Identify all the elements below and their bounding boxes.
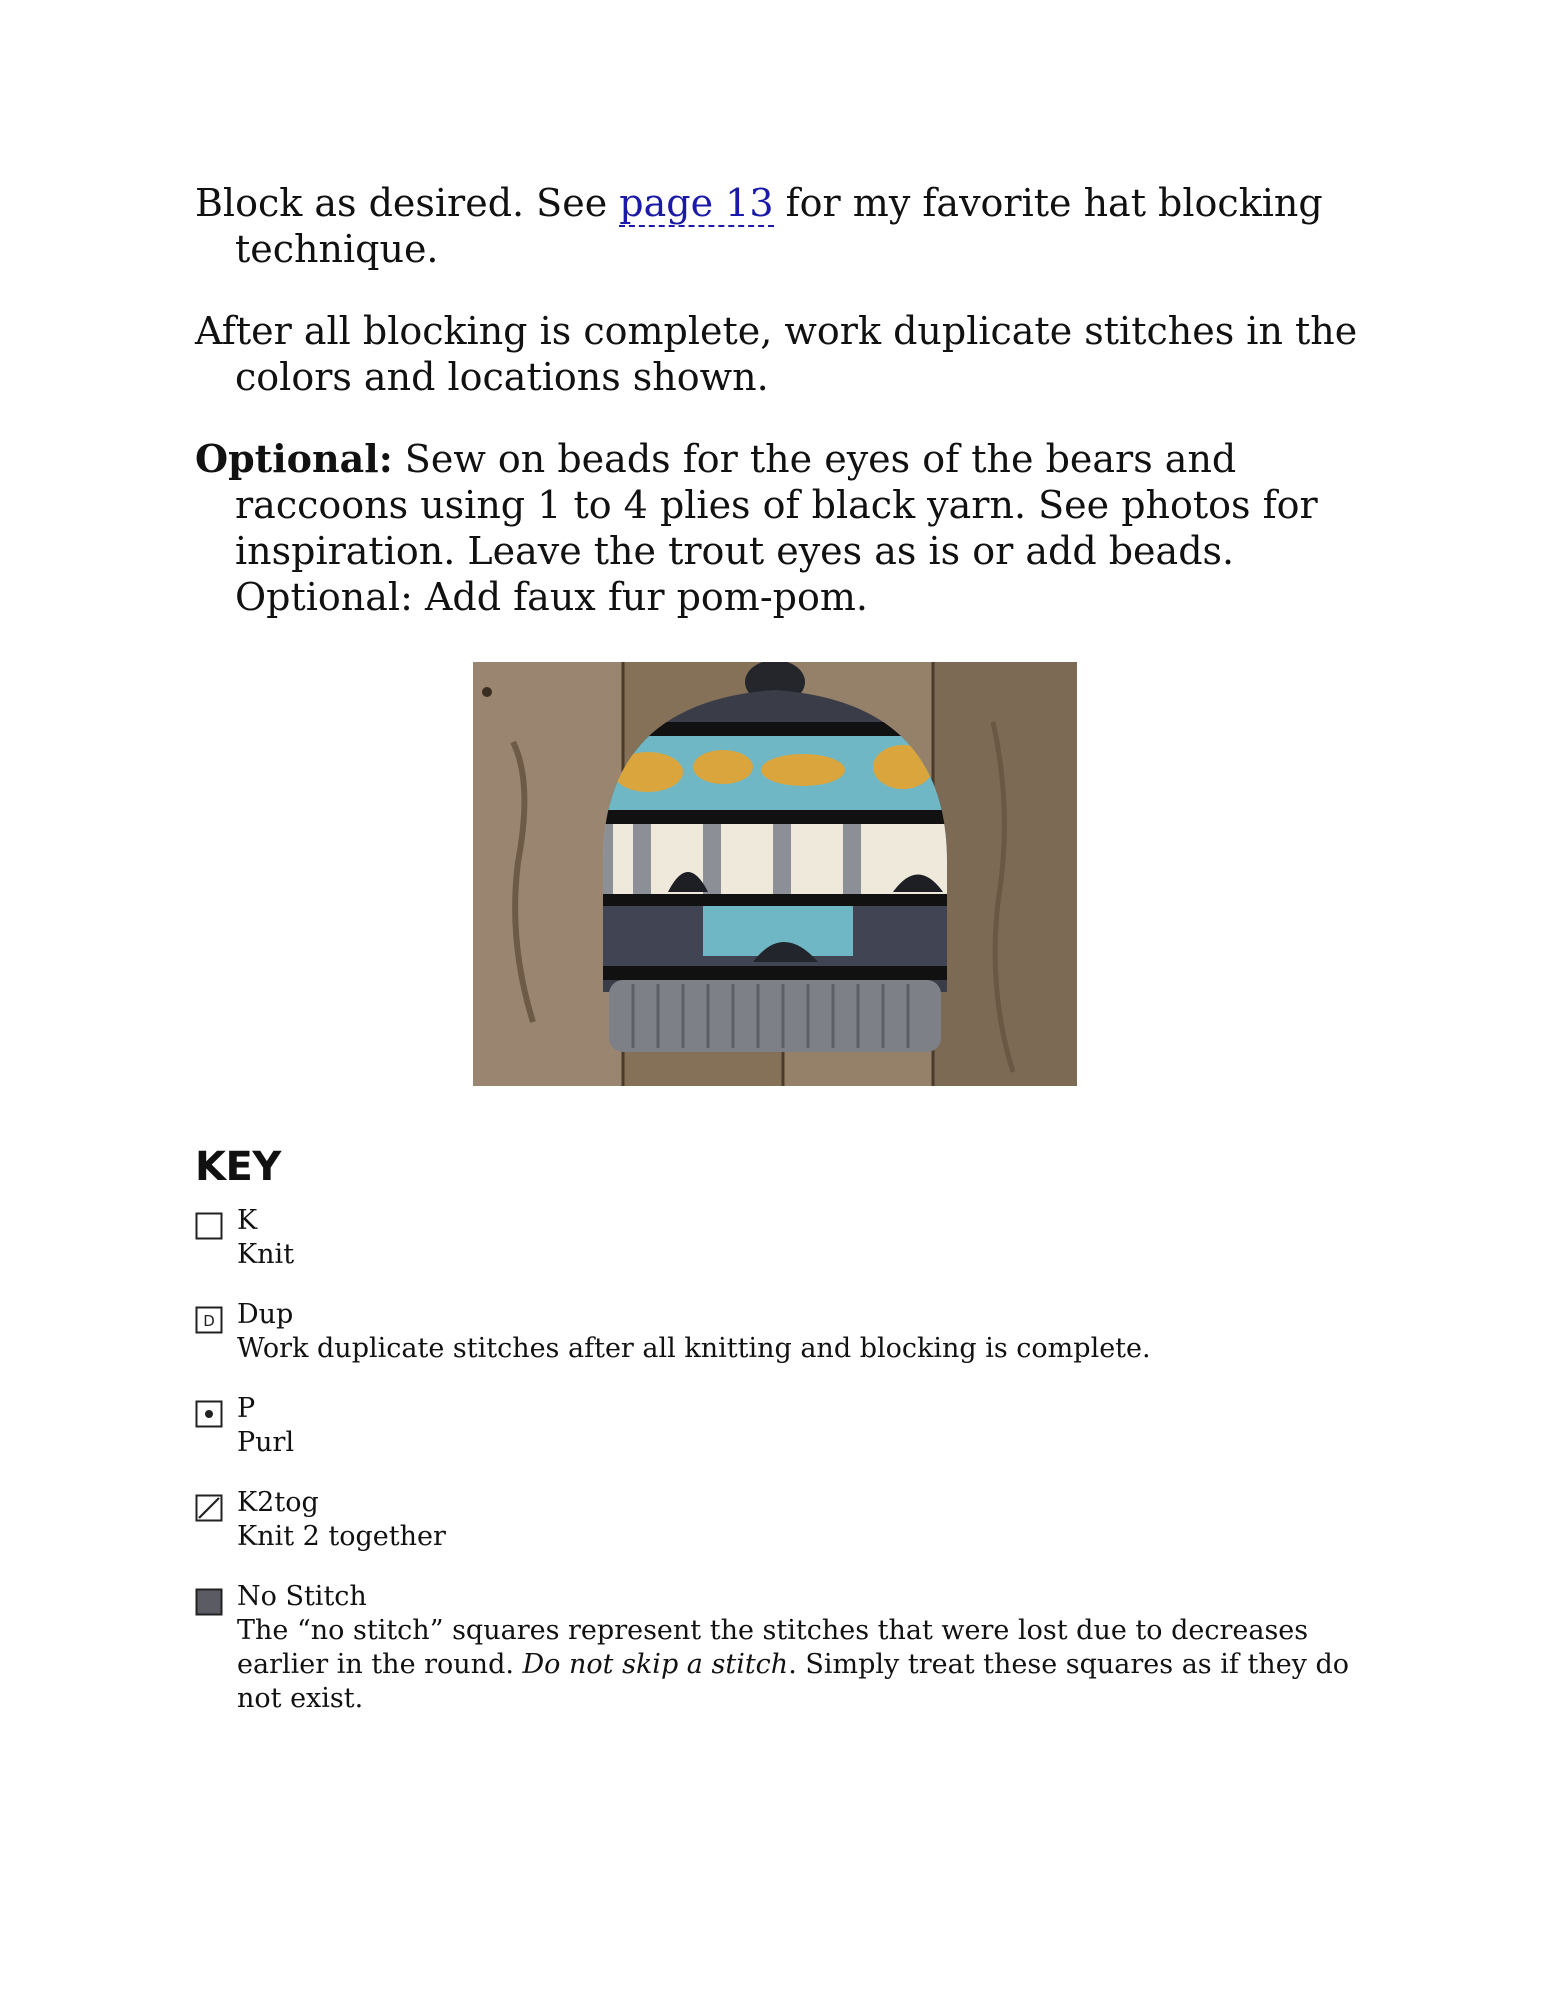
filled-square-icon xyxy=(195,1580,237,1716)
key-name: K2tog xyxy=(237,1487,319,1518)
blocking-text: Block as desired. See xyxy=(195,181,620,225)
key-item-dup xyxy=(195,1298,1375,1366)
key-desc xyxy=(237,1614,1375,1716)
optional-label: Optional: xyxy=(195,436,393,481)
optional-text: Sew on beads for the eyes of the bears and raccoons using 1 to 4 plies of black yarn. See photos for inspiration. Leave the trout eyes as is or add beads. Optional: Add faux fur pom-pom. xyxy=(235,437,1318,619)
blocking-paragraph xyxy=(195,180,1375,272)
key-item-p xyxy=(195,1392,1375,1460)
empty-square-icon xyxy=(195,1204,237,1272)
key-heading: KEY xyxy=(195,1144,281,1190)
key-desc: Work duplicate stitches after all knitting and blocking is complete. xyxy=(237,1333,1151,1364)
key-desc: Purl xyxy=(237,1427,295,1458)
svg-text:D: D xyxy=(203,1312,215,1330)
blocking-text-end: for my favorite hat blocking technique. xyxy=(235,181,1323,271)
page-13-link[interactable]: page 13 xyxy=(619,181,774,225)
key-desc: Knit 2 together xyxy=(237,1521,446,1552)
dot-square-icon xyxy=(195,1392,237,1460)
no-stitch-desc-end: . Simply treat these squares as if they do not exist. xyxy=(237,1649,1350,1714)
page-content xyxy=(195,180,1375,1742)
key-desc: Knit xyxy=(237,1239,295,1270)
d-square-icon xyxy=(195,1298,237,1366)
no-stitch-desc-start: The “no stitch” squares represent the stitches that were lost due to decreases earlier in the round. xyxy=(237,1615,1309,1680)
key-name: No Stitch xyxy=(237,1581,367,1612)
duplicate-paragraph: After all blocking is complete, work duplicate stitches in the colors and locations shown. xyxy=(195,309,1358,399)
key-item-k2tog xyxy=(195,1486,1375,1554)
optional-paragraph xyxy=(195,436,1375,620)
slash-square-icon xyxy=(195,1486,237,1554)
key-name: P xyxy=(237,1393,256,1424)
no-stitch-desc-emphasis: Do not skip a stitch xyxy=(522,1649,789,1680)
hat-photo xyxy=(473,662,1077,1086)
key-name: Dup xyxy=(237,1299,294,1330)
key-item-no-stitch xyxy=(195,1580,1375,1716)
key-item-k xyxy=(195,1204,1375,1272)
key-name: K xyxy=(237,1205,258,1236)
